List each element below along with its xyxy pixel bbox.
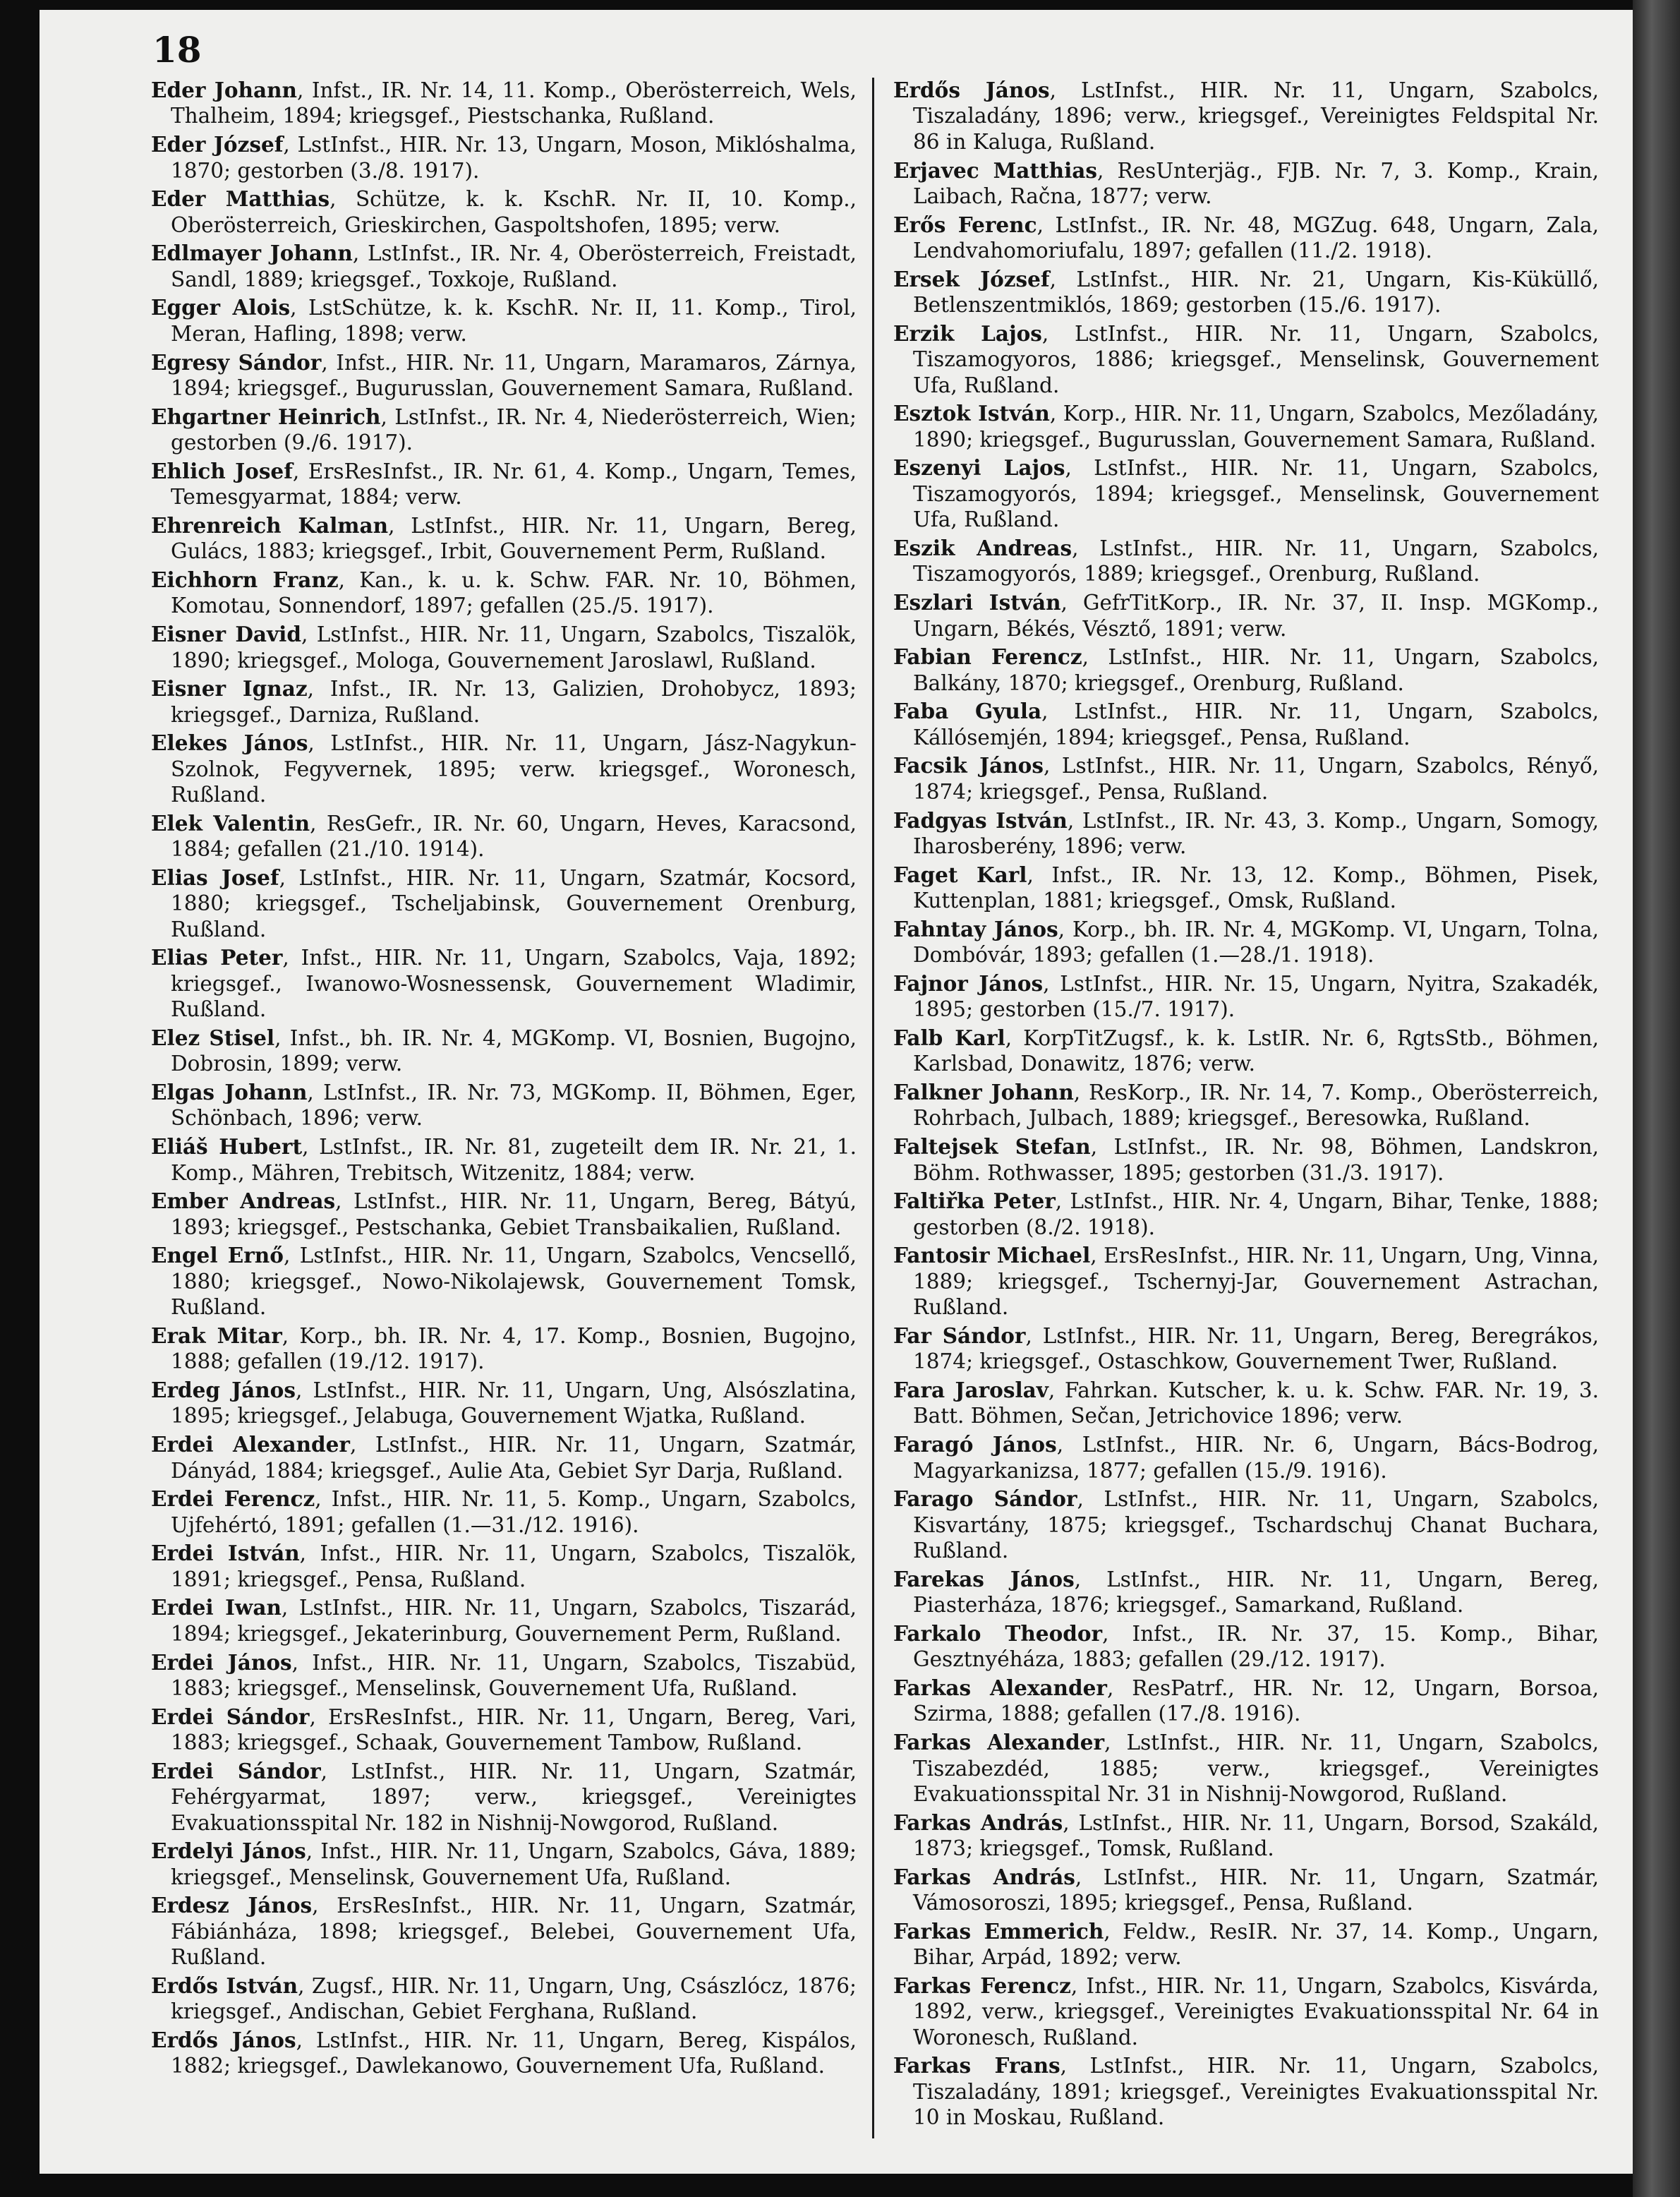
book-page — [40, 10, 1633, 2174]
entry-details: , Infst., HIR. Nr. 11, Ungarn, Szabolcs, Tiszabüd, 1883; kriegsgef., Menselinsk, Gouvernement Ufa, Rußland. — [171, 1650, 857, 1700]
entry-details: , LstInfst., HIR. Nr. 11, Ungarn, Szabolcs, Tiszarád, 1894; kriegsgef., Jekaterinburg, Gouvernement Perm, Rußland. — [171, 1596, 857, 1646]
casualty-entry — [893, 1730, 1599, 1807]
entry-name: Ember Andreas — [151, 1188, 336, 1214]
right-column — [893, 78, 1599, 2133]
casualty-entry — [151, 459, 857, 510]
entry-name: Faltiřka Peter — [893, 1188, 1056, 1214]
casualty-entry — [151, 404, 857, 456]
entry-details: , ErsResInfst., HIR. Nr. 11, Ungarn, Ung, Vinna, 1889; kriegsgef., Tschernyj-Jar, Gouvernement Astrachan, Rußland. — [913, 1244, 1599, 1320]
casualty-entry — [151, 350, 857, 402]
casualty-entry — [151, 1650, 857, 1702]
entry-details: , LstInfst., HIR. Nr. 21, Ungarn, Kis-Küküllő, Betlenszentmiklós, 1869; gestorben (15./6. 1917). — [913, 267, 1599, 318]
casualty-entry — [151, 1759, 857, 1836]
entry-details: , LstInfst., HIR. Nr. 11, Ungarn, Bereg, Beregrákos, 1874; kriegsgef., Ostaschkow, Gouvernement Twer, Rußland. — [913, 1323, 1599, 1374]
entry-name: Fantosir Michael — [893, 1243, 1091, 1268]
entry-name: Elias Josef — [151, 865, 279, 890]
casualty-entry — [893, 536, 1599, 587]
entry-name: Faragó János — [893, 1432, 1057, 1457]
entry-name: Egger Alois — [151, 295, 291, 320]
casualty-entry — [893, 862, 1599, 914]
entry-name: Farkas Emmerich — [893, 1918, 1104, 1944]
casualty-entry — [151, 622, 857, 673]
casualty-entry — [893, 1810, 1599, 1862]
entry-details: , LstInfst., HIR. Nr. 11, Ungarn, Szabolcs, Balkány, 1870; kriegsgef., Orenburg, Rußland. — [913, 645, 1599, 695]
casualty-entry — [151, 811, 857, 862]
casualty-entry — [151, 241, 857, 292]
entry-name: Fabian Ferencz — [893, 644, 1082, 670]
entry-details: , ResGefr., IR. Nr. 60, Ungarn, Heves, Karacsond, 1884; gefallen (21./10. 1914). — [171, 811, 857, 862]
entry-details: , LstInfst., HIR. Nr. 11, Ungarn, Borsod, Szakáld, 1873; kriegsgef., Tomsk, Rußland. — [913, 1810, 1599, 1861]
casualty-entry — [893, 1080, 1599, 1131]
entry-details: , LstInfst., HIR. Nr. 11, Ungarn, Szatmár, Kocsord, 1880; kriegsgef., Tscheljabinsk, Gouvernement Orenburg, Rußland. — [171, 865, 857, 941]
casualty-entry — [151, 132, 857, 183]
casualty-entry — [893, 267, 1599, 318]
casualty-entry — [151, 1704, 857, 1756]
casualty-entry — [151, 186, 857, 238]
entry-name: Eszenyi Lajos — [893, 455, 1065, 481]
entry-details: , LstInfst., HIR. Nr. 11, Ungarn, Szabolcs, Tiszamogyorós, 1894; kriegsgef., Menselinsk, Gouvernement Ufa, Rußland. — [913, 456, 1599, 532]
entry-name: Egresy Sándor — [151, 349, 322, 375]
entry-details: , LstInfst., HIR. Nr. 11, Ungarn, Szabolcs, Tiszamogyorós, 1889; kriegsgef., Orenburg, Rußland. — [913, 536, 1599, 586]
entry-details: , Zugsf., HIR. Nr. 11, Ungarn, Ung, Császlócz, 1876; kriegsgef., Andischan, Gebiet Ferghana, Rußland. — [171, 1973, 857, 2024]
entry-details: , KorpTitZugsf., k. k. LstIR. Nr. 6, RgtsStb., Böhmen, Karlsbad, Donawitz, 1876; verw. — [913, 1025, 1600, 1076]
entry-name: Edlmayer Johann — [151, 241, 353, 266]
entry-name: Erjavec Matthias — [893, 157, 1098, 183]
entry-name: Erdős István — [151, 1973, 298, 1998]
entry-name: Erdei János — [151, 1649, 292, 1675]
casualty-entry — [893, 401, 1599, 452]
entry-name: Esztok István — [893, 401, 1050, 426]
entry-name: Erdei Ferencz — [151, 1486, 315, 1512]
entry-name: Ehgartner Heinrich — [151, 404, 381, 429]
casualty-entry — [893, 455, 1599, 532]
entry-name: Erdős János — [151, 2028, 296, 2053]
entry-name: Falkner Johann — [893, 1080, 1074, 1105]
entry-details: , GefrTitKorp., IR. Nr. 37, II. Insp. MGKomp., Ungarn, Békés, Vésztő, 1891; verw. — [913, 591, 1599, 641]
casualty-entry — [151, 1323, 857, 1375]
entry-details: , LstInfst., HIR. Nr. 6, Ungarn, Bács-Bodrog, Magyarkanizsa, 1877; gefallen (15./9. 1916). — [913, 1433, 1599, 1483]
entry-name: Elek Valentin — [151, 810, 310, 836]
entry-details: , ResUnterjäg., FJB. Nr. 7, 3. Komp., Krain, Laibach, Račna, 1877; verw. — [913, 158, 1600, 208]
entry-details: , LstInfst., HIR. Nr. 11, Ungarn, Szatmár, Fehérgyarmat, 1897; verw., kriegsgef., Vereinigtes Evakuationsspital Nr. 182 in Nishnij-Nowgorod, Rußland. — [171, 1759, 857, 1835]
entry-details: , LstInfst., HIR. Nr. 15, Ungarn, Nyitra, Szakadék, 1895; gestorben (15./7. 1917). — [913, 971, 1599, 1022]
entry-details: , Infst., HIR. Nr. 11, Ungarn, Szabolcs, Gáva, 1889; kriegsgef., Menselinsk, Gouvernement Ufa, Rußland. — [171, 1839, 857, 1889]
entry-details: , LstInfst., HIR. Nr. 11, Ungarn, Szatmár, Dányád, 1884; kriegsgef., Aulie Ata, Gebiet Syr Darja, Rußland. — [171, 1433, 857, 1483]
column-divider — [872, 78, 874, 2138]
entry-details: , LstInfst., HIR. Nr. 11, Ungarn, Szabolcs, Tiszamogyoros, 1886; kriegsgef., Menselinsk, Gouvernement Ufa, Rußland. — [913, 321, 1599, 397]
casualty-entry — [893, 158, 1599, 210]
entry-details: , LstInfst., HIR. Nr. 11, Ungarn, Ung, Alsószlatina, 1895; kriegsgef., Jelabuga, Gouvernement Wjatka, Rußland. — [171, 1378, 857, 1428]
entry-details: , ResKorp., IR. Nr. 14, 7. Komp., Oberösterreich, Rohrbach, Julbach, 1889; kriegsgef., Beresowka, Rußland. — [913, 1081, 1599, 1131]
entry-name: Farkalo Theodor — [893, 1620, 1103, 1646]
casualty-entry — [151, 1973, 857, 2025]
entry-name: Eder Johann — [151, 78, 297, 102]
entry-name: Elgas Johann — [151, 1080, 308, 1105]
entry-details: , Infst., IR. Nr. 13, Galizien, Drohobycz, 1893; kriegsgef., Darniza, Rußland. — [171, 677, 857, 727]
casualty-entry — [893, 1865, 1599, 1916]
casualty-entry — [151, 1595, 857, 1647]
entry-name: Erak Mitar — [151, 1323, 282, 1348]
casualty-entry — [893, 917, 1599, 968]
left-column — [151, 78, 857, 2082]
entry-details: , Infst., IR. Nr. 37, 15. Komp., Bihar, Gesztnyéháza, 1883; gefallen (29./12. 1917). — [913, 1621, 1600, 1672]
entry-name: Elekes János — [151, 730, 308, 756]
entry-details: , LstInfst., HIR. Nr. 11, Ungarn, Szabolcs, Kállósemjén, 1894; kriegsgef., Pensa, Rußland. — [913, 699, 1599, 750]
entry-details: , ErsResInfst., HIR. Nr. 11, Ungarn, Szatmár, Fábiánháza, 1898; kriegsgef., Belebei, Gouvernement Ufa, Rußland. — [171, 1894, 857, 1970]
entry-details: , LstInfst., IR. Nr. 98, Böhmen, Landskron, Böhm. Rothwasser, 1895; gestorben (31./3. 1917). — [913, 1135, 1599, 1185]
casualty-entry — [151, 1486, 857, 1538]
casualty-entry — [893, 1025, 1599, 1077]
entry-name: Faltejsek Stefan — [893, 1134, 1091, 1160]
entry-name: Farekas János — [893, 1566, 1075, 1591]
book-spine-edge — [1633, 0, 1680, 2197]
entry-details: , Korp., bh. IR. Nr. 4, MGKomp. VI, Ungarn, Tolna, Dombóvár, 1893; gefallen (1.—28./1. 1918). — [913, 917, 1599, 968]
entry-name: Farkas Alexander — [893, 1730, 1105, 1755]
entry-details: , LstInfst., HIR. Nr. 11, Ungarn, Jász-Nagykun-Szolnok, Fegyvernek, 1895; verw. kriegsgef., Woronesch, Rußland. — [171, 731, 857, 807]
casualty-entry — [893, 1188, 1599, 1240]
entry-details: , LstInfst., HIR. Nr. 11, Ungarn, Szabolcs, Tiszalök, 1890; kriegsgef., Mologa, Gouvernement Jaroslawl, Rußland. — [171, 622, 857, 673]
entry-name: Erdelyi János — [151, 1838, 306, 1864]
entry-details: , Infst., HIR. Nr. 11, Ungarn, Szabolcs, Vaja, 1892; kriegsgef., Iwanowo-Wosnessensk, Gouvernement Wladimir, Rußland. — [171, 946, 857, 1022]
entry-name: Erdei Alexander — [151, 1432, 350, 1457]
casualty-entry — [893, 699, 1599, 750]
entry-details: , LstInfst., HIR. Nr. 11, Ungarn, Szabolcs, Tiszaladány, 1896; verw., kriegsgef., Vereinigtes Feldspital Nr. 86 in Kaluga, Rußland. — [913, 78, 1599, 154]
entry-name: Eder József — [151, 132, 284, 157]
entry-details: , LstInfst., IR. Nr. 73, MGKomp. II, Böhmen, Eger, Schönbach, 1896; verw. — [171, 1081, 857, 1131]
entry-details: , LstInfst., HIR. Nr. 11, Ungarn, Szabolcs, Vencsellő, 1880; kriegsgef., Nowo-Nikolajewsk, Gouvernement Tomsk, Rußland. — [171, 1244, 857, 1320]
entry-details: , LstInfst., HIR. Nr. 11, Ungarn, Szatmár, Vámosoroszi, 1895; kriegsgef., Pensa, Rußland. — [913, 1865, 1600, 1915]
entry-name: Farkas Alexander — [893, 1675, 1107, 1700]
entry-details: , Korp., HIR. Nr. 11, Ungarn, Szabolcs, Mezőladány, 1890; kriegsgef., Bugurusslan, Gouvernement Samara, Rußland. — [913, 402, 1599, 452]
entry-details: , Schütze, k. k. KschR. Nr. II, 10. Komp., Oberösterreich, Grieskirchen, Gaspoltshofen, 1895; verw. — [171, 187, 857, 237]
casualty-entry — [893, 1973, 1599, 2050]
entry-details: , Kan., k. u. k. Schw. FAR. Nr. 10, Böhmen, Komotau, Sonnendorf, 1897; gefallen (25./5. 1917). — [171, 567, 857, 618]
entry-details: , LstInfst., HIR. Nr. 11, Ungarn, Bereg, Kispálos, 1882; kriegsgef., Dawlekanowo, Gouvernement Ufa, Rußland. — [171, 2028, 857, 2078]
casualty-entry — [151, 730, 857, 807]
casualty-entry — [151, 295, 857, 347]
entry-name: Erdei Iwan — [151, 1595, 282, 1620]
entry-details: , LstInfst., HIR. Nr. 11, Ungarn, Bereg, Gulács, 1883; kriegsgef., Irbit, Gouvernement Perm, Rußland. — [171, 513, 857, 564]
casualty-entry — [151, 1188, 857, 1240]
entry-name: Elez Stisel — [151, 1025, 275, 1050]
casualty-entry — [151, 676, 857, 728]
entry-name: Falb Karl — [893, 1025, 1005, 1050]
casualty-entry — [151, 1025, 857, 1077]
entry-name: Facsik János — [893, 753, 1044, 778]
casualty-entry — [893, 1432, 1599, 1483]
entry-name: Eszik Andreas — [893, 535, 1072, 560]
casualty-entry — [893, 1919, 1599, 1970]
entry-details: , Infst., HIR. Nr. 11, Ungarn, Szabolcs, Kisvárda, 1892, verw., kriegsgef., Vereinigtes Evakuationsspital Nr. 64 in Woronesch, Rußland. — [913, 1973, 1599, 2049]
entry-details: , Infst., bh. IR. Nr. 4, MGKomp. VI, Bosnien, Bugojno, Dobrosin, 1899; verw. — [171, 1025, 857, 1076]
entry-name: Erdei Sándor — [151, 1758, 321, 1783]
casualty-entry — [893, 808, 1599, 860]
entry-details: , LstInfst., IR. Nr. 43, 3. Komp., Ungarn, Somogy, Iharosberény, 1896; verw. — [913, 808, 1600, 858]
casualty-entry — [893, 1243, 1599, 1320]
entry-name: Eder Matthias — [151, 186, 330, 212]
entry-name: Fahntay János — [893, 916, 1058, 941]
entry-details: , Fahrkan. Kutscher, k. u. k. Schw. FAR. Nr. 19, 3. Batt. Böhmen, Sečan, Jetrichovice 1896; verw. — [913, 1378, 1599, 1428]
entry-name: Eichhorn Franz — [151, 567, 339, 592]
casualty-entry — [151, 78, 857, 129]
casualty-entry — [893, 78, 1599, 155]
entry-name: Eszlari István — [893, 590, 1061, 615]
entry-name: Faba Gyula — [893, 699, 1042, 724]
entry-name: Erdeg János — [151, 1378, 296, 1403]
entry-name: Faget Karl — [893, 862, 1027, 887]
entry-details: , LstSchütze, k. k. KschR. Nr. II, 11. Komp., Tirol, Meran, Hafling, 1898; verw. — [171, 296, 857, 346]
entry-details: , LstInfst., HIR. Nr. 11, Ungarn, Szabolcs, Tiszabezdéd, 1885; verw., kriegsgef., Vereinigtes Evakuationsspital Nr. 31 in Nishnij-Nowgorod, Rußland. — [913, 1730, 1599, 1806]
entry-details: , LstInfst., IR. Nr. 4, Oberösterreich, Freistadt, Sandl, 1889; kriegsgef., Toxkoje, Rußland. — [171, 241, 857, 291]
casualty-entry — [151, 567, 857, 619]
entry-details: , LstInfst., IR. Nr. 81, zugeteilt dem IR. Nr. 21, 1. Komp., Mähren, Trebitsch, Witzenitz, 1884; verw. — [171, 1135, 857, 1185]
entry-details: , Infst., HIR. Nr. 11, 5. Komp., Ungarn, Szabolcs, Ujfehértó, 1891; gefallen (1.—31./12. 1916). — [171, 1487, 857, 1537]
entry-details: , LstInfst., HIR. Nr. 13, Ungarn, Moson, Miklóshalma, 1870; gestorben (3./8. 1917). — [171, 133, 857, 183]
entry-details: , ErsResInfst., IR. Nr. 61, 4. Komp., Ungarn, Temes, Temesgyarmat, 1884; verw. — [171, 459, 857, 510]
entry-details: , LstInfst., HIR. Nr. 4, Ungarn, Bihar, Tenke, 1888; gestorben (8./2. 1918). — [913, 1189, 1600, 1239]
casualty-entry — [151, 865, 857, 942]
casualty-entry — [151, 945, 857, 1022]
entry-name: Farkas Frans — [893, 2053, 1060, 2078]
casualty-entry — [893, 212, 1599, 264]
casualty-entry — [893, 590, 1599, 642]
entry-name: Erzik Lajos — [893, 320, 1042, 346]
entry-name: Eisner Ignaz — [151, 676, 308, 702]
casualty-entry — [151, 1378, 857, 1429]
casualty-entry — [151, 1838, 857, 1890]
entry-details: , LstInfst., HIR. Nr. 11, Ungarn, Szabolcs, Tiszaladány, 1891; kriegsgef., Vereinigtes Evakuationsspital Nr. 10 in Moskau, Rußland. — [913, 2054, 1600, 2130]
entry-details: , LstInfst., HIR. Nr. 11, Ungarn, Szabolcs, Kisvartány, 1875; kriegsgef., Tschardschuj Chanat Buchara, Rußland. — [913, 1487, 1599, 1563]
entry-name: Farkas András — [893, 1810, 1063, 1835]
entry-name: Eliáš Hubert — [151, 1134, 303, 1160]
casualty-entry — [893, 1486, 1599, 1563]
entry-name: Engel Ernő — [151, 1243, 284, 1268]
casualty-entry — [151, 1541, 857, 1592]
entry-name: Elias Peter — [151, 945, 283, 970]
entry-details: , LstInfst., IR. Nr. 48, MGZug. 648, Ungarn, Zala, Lendvahomoriufalu, 1897; gefallen (11./2. 1918). — [913, 212, 1599, 263]
casualty-entry — [893, 971, 1599, 1023]
entry-details: , LstInfst., HIR. Nr. 11, Ungarn, Szabolcs, Rényő, 1874; kriegsgef., Pensa, Rußland. — [913, 754, 1599, 804]
casualty-entry — [151, 1432, 857, 1483]
entry-name: Erdős János — [893, 78, 1050, 102]
casualty-entry — [893, 1675, 1599, 1727]
casualty-entry — [151, 513, 857, 565]
entry-name: Erdei István — [151, 1541, 300, 1566]
entry-name: Fajnor János — [893, 970, 1044, 996]
entry-name: Fadgyas István — [893, 807, 1068, 833]
entry-name: Erdesz János — [151, 1893, 313, 1918]
casualty-entry — [151, 1893, 857, 1970]
entry-details: , Infst., HIR. Nr. 11, Ungarn, Szabolcs, Tiszalök, 1891; kriegsgef., Pensa, Rußland. — [171, 1541, 857, 1591]
entry-details: , LstInfst., IR. Nr. 4, Niederösterreich, Wien; gestorben (9./6. 1917). — [171, 404, 857, 455]
entry-name: Ersek József — [893, 266, 1050, 291]
casualty-entry — [893, 1567, 1599, 1618]
entry-details: , Infst., IR. Nr. 14, 11. Komp., Oberösterreich, Wels, Thalheim, 1894; kriegsgef., Piestschanka, Rußland. — [171, 78, 857, 128]
page-number: 18 — [152, 29, 202, 71]
entry-details: , Korp., bh. IR. Nr. 4, 17. Komp., Bosnien, Bugojno, 1888; gefallen (19./12. 1917). — [171, 1323, 857, 1374]
entry-name: Farago Sándor — [893, 1486, 1077, 1512]
entry-name: Erős Ferenc — [893, 212, 1037, 237]
entry-name: Ehrenreich Kalman — [151, 512, 389, 538]
casualty-entry — [151, 1080, 857, 1131]
entry-name: Ehlich Josef — [151, 458, 293, 483]
entry-name: Erdei Sándor — [151, 1704, 310, 1729]
entry-details: , LstInfst., HIR. Nr. 11, Ungarn, Bereg, Bátyú, 1893; kriegsgef., Pestschanka, Gebiet Transbaikalien, Rußland. — [171, 1189, 857, 1239]
entry-name: Fara Jaroslav — [893, 1378, 1049, 1403]
entry-details: , Infst., HIR. Nr. 11, Ungarn, Maramaros, Zárnya, 1894; kriegsgef., Bugurusslan, Gouvernement Samara, Rußland. — [171, 350, 857, 400]
casualty-entry — [893, 1323, 1599, 1375]
casualty-entry — [893, 1134, 1599, 1186]
entry-name: Far Sándor — [893, 1323, 1026, 1348]
casualty-entry — [893, 644, 1599, 696]
entry-details: , ErsResInfst., HIR. Nr. 11, Ungarn, Bereg, Vari, 1883; kriegsgef., Schaak, Gouvernement Tambow, Rußland. — [171, 1704, 857, 1755]
casualty-entry — [151, 2028, 857, 2079]
casualty-entry — [151, 1243, 857, 1320]
entry-details: , Feldw., ResIR. Nr. 37, 14. Komp., Ungarn, Bihar, Arpád, 1892; verw. — [913, 1919, 1600, 1970]
entry-details: , ResPatrf., HR. Nr. 12, Ungarn, Borsoa, Szirma, 1888; gefallen (17./8. 1916). — [913, 1675, 1600, 1726]
entry-details: , Infst., IR. Nr. 13, 12. Komp., Böhmen, Pisek, Kuttenplan, 1881; kriegsgef., Omsk, Rußland. — [913, 862, 1599, 913]
casualty-entry — [893, 321, 1599, 398]
casualty-entry — [151, 1134, 857, 1186]
entry-name: Farkas Ferencz — [893, 1973, 1071, 1998]
casualty-entry — [893, 1621, 1599, 1673]
casualty-entry — [893, 753, 1599, 805]
entry-name: Farkas András — [893, 1864, 1075, 1889]
casualty-entry — [893, 2053, 1599, 2130]
entry-name: Eisner David — [151, 622, 302, 647]
casualty-entry — [893, 1378, 1599, 1429]
entry-details: , LstInfst., HIR. Nr. 11, Ungarn, Bereg, Piasterháza, 1876; kriegsgef., Samarkand, Rußland. — [913, 1567, 1600, 1618]
